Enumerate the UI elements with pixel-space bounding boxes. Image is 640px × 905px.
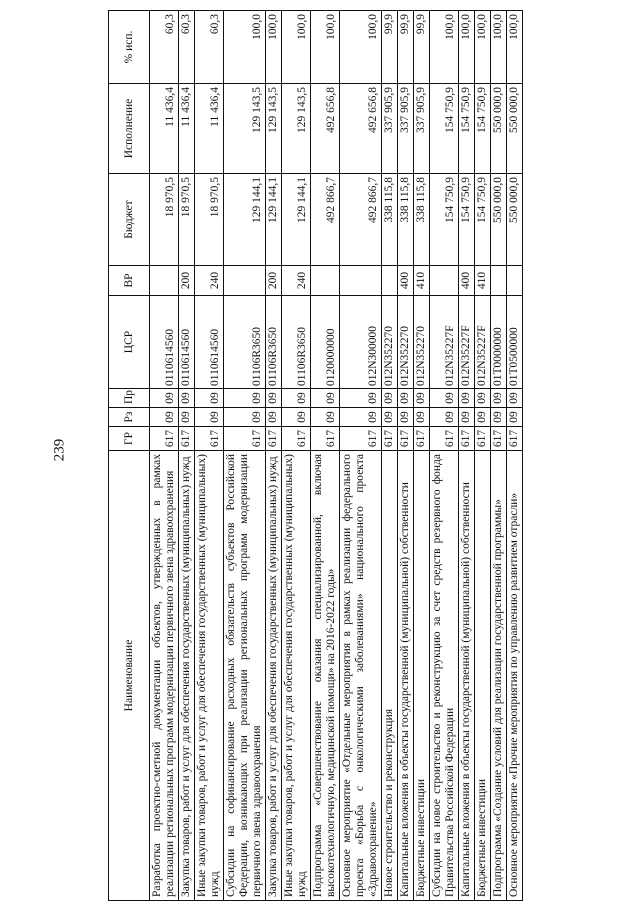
table-row bbox=[266, 11, 282, 901]
cell-csr: 012N352270 bbox=[398, 296, 414, 389]
cell-csr: 012N300000 bbox=[340, 296, 382, 389]
cell-rz: 09 bbox=[414, 408, 430, 427]
table-row bbox=[414, 11, 430, 901]
cell-name: Новое строительство и реконструкция bbox=[382, 451, 398, 901]
cell-name: Иные закупки товаров, работ и услуг для обеспечения государственных (муниципальных) нужд bbox=[282, 451, 311, 901]
cell-pr: 09 bbox=[414, 389, 430, 408]
cell-vr bbox=[507, 266, 523, 296]
cell-budget: 338 115,8 bbox=[382, 174, 398, 266]
cell-vr: 240 bbox=[195, 266, 224, 296]
cell-percent: 99,9 bbox=[398, 11, 414, 84]
table-row bbox=[382, 11, 398, 901]
cell-vr: 400 bbox=[398, 266, 414, 296]
cell-name: Основное мероприятие «Прочие мероприятия по управлению развитием отрасли» bbox=[507, 451, 523, 901]
header-gr: ГР bbox=[109, 427, 150, 451]
cell-rz: 09 bbox=[382, 408, 398, 427]
cell-gr: 617 bbox=[195, 427, 224, 451]
cell-execution: 492 656,8 bbox=[340, 84, 382, 174]
cell-pr: 09 bbox=[507, 389, 523, 408]
cell-budget: 129 144,1 bbox=[282, 174, 311, 266]
cell-pr: 09 bbox=[475, 389, 491, 408]
cell-gr: 617 bbox=[459, 427, 475, 451]
cell-execution: 337 905,9 bbox=[382, 84, 398, 174]
cell-csr: 01106R3650 bbox=[224, 296, 266, 389]
cell-percent: 100,0 bbox=[224, 11, 266, 84]
cell-rz: 09 bbox=[459, 408, 475, 427]
table-body bbox=[150, 11, 523, 901]
cell-percent: 99,9 bbox=[414, 11, 430, 84]
table-row bbox=[491, 11, 507, 901]
cell-vr bbox=[224, 266, 266, 296]
cell-gr: 617 bbox=[475, 427, 491, 451]
cell-percent: 100,0 bbox=[491, 11, 507, 84]
table-row bbox=[340, 11, 382, 901]
cell-vr bbox=[491, 266, 507, 296]
cell-rz: 09 bbox=[266, 408, 282, 427]
cell-name: Закупка товаров, работ и услуг для обеспечения государственных (муниципальных) нужд bbox=[266, 451, 282, 901]
cell-gr: 617 bbox=[224, 427, 266, 451]
table-row bbox=[459, 11, 475, 901]
cell-vr: 410 bbox=[414, 266, 430, 296]
cell-pr: 09 bbox=[382, 389, 398, 408]
cell-name: Подпрограмма «Совершенствование оказания специализированной, включая высокотехнологичную, медицинской помощи» на 2016-2022 годы» bbox=[311, 451, 340, 901]
cell-budget: 550 000,0 bbox=[507, 174, 523, 266]
header-budget: Бюджет bbox=[109, 174, 150, 266]
cell-vr: 400 bbox=[459, 266, 475, 296]
cell-gr: 617 bbox=[507, 427, 523, 451]
cell-execution: 11 436,4 bbox=[179, 84, 195, 174]
cell-vr: 410 bbox=[475, 266, 491, 296]
cell-percent: 100,0 bbox=[430, 11, 459, 84]
cell-budget: 18 970,5 bbox=[195, 174, 224, 266]
cell-csr: 012N35227F bbox=[459, 296, 475, 389]
cell-name: Бюджетные инвестиции bbox=[414, 451, 430, 901]
cell-pr: 09 bbox=[179, 389, 195, 408]
cell-percent: 100,0 bbox=[459, 11, 475, 84]
cell-csr: 0110614560 bbox=[179, 296, 195, 389]
cell-csr: 012N352270 bbox=[382, 296, 398, 389]
cell-execution: 154 750,9 bbox=[459, 84, 475, 174]
cell-rz: 09 bbox=[150, 408, 179, 427]
cell-csr: 01Т0500000 bbox=[507, 296, 523, 389]
table-row bbox=[195, 11, 224, 901]
header-execution: Исполнение bbox=[109, 84, 150, 174]
page-number: 239 bbox=[51, 438, 68, 462]
cell-vr: 200 bbox=[266, 266, 282, 296]
cell-execution: 129 143,5 bbox=[282, 84, 311, 174]
cell-budget: 18 970,5 bbox=[150, 174, 179, 266]
cell-budget: 338 115,8 bbox=[398, 174, 414, 266]
budget-table bbox=[108, 10, 523, 901]
header-name: Наименование bbox=[109, 451, 150, 901]
table-row bbox=[224, 11, 266, 901]
cell-percent: 60,3 bbox=[150, 11, 179, 84]
cell-execution: 11 436,4 bbox=[195, 84, 224, 174]
cell-pr: 09 bbox=[340, 389, 382, 408]
cell-execution: 337 905,9 bbox=[414, 84, 430, 174]
cell-budget: 154 750,9 bbox=[459, 174, 475, 266]
cell-vr: 240 bbox=[282, 266, 311, 296]
cell-rz: 09 bbox=[282, 408, 311, 427]
cell-percent: 100,0 bbox=[311, 11, 340, 84]
cell-gr: 617 bbox=[430, 427, 459, 451]
cell-execution: 337 905,9 bbox=[398, 84, 414, 174]
cell-vr bbox=[382, 266, 398, 296]
cell-csr: 01106R3650 bbox=[282, 296, 311, 389]
cell-rz: 09 bbox=[195, 408, 224, 427]
cell-budget: 154 750,9 bbox=[475, 174, 491, 266]
cell-name: Разработка проектно-сметной документации объектов, утвержденных в рамках реализации региональных программ модернизации первичного звена здравоохранения bbox=[150, 451, 179, 901]
cell-rz: 09 bbox=[398, 408, 414, 427]
table-row bbox=[282, 11, 311, 901]
table-row bbox=[475, 11, 491, 901]
cell-gr: 617 bbox=[382, 427, 398, 451]
cell-rz: 09 bbox=[430, 408, 459, 427]
table-row bbox=[311, 11, 340, 901]
cell-rz: 09 bbox=[179, 408, 195, 427]
cell-execution: 129 143,5 bbox=[266, 84, 282, 174]
cell-execution: 154 750,9 bbox=[430, 84, 459, 174]
cell-csr: 0110614560 bbox=[195, 296, 224, 389]
cell-name: Иные закупки товаров, работ и услуг для обеспечения государственных (муниципальных) нужд bbox=[195, 451, 224, 901]
cell-pr: 09 bbox=[224, 389, 266, 408]
cell-budget: 338 115,8 bbox=[414, 174, 430, 266]
cell-csr: 01106R3650 bbox=[266, 296, 282, 389]
cell-gr: 617 bbox=[179, 427, 195, 451]
header-vr: ВР bbox=[109, 266, 150, 296]
cell-percent: 99,9 bbox=[382, 11, 398, 84]
cell-vr bbox=[430, 266, 459, 296]
cell-budget: 492 866,7 bbox=[311, 174, 340, 266]
cell-pr: 09 bbox=[311, 389, 340, 408]
cell-name: Субсидии на софинансирование расходных обязательств субъектов Российской Федерации, возникающих при реализации региональных программ модернизации первичного звена здравоохранения bbox=[224, 451, 266, 901]
cell-csr: 012N35227F bbox=[475, 296, 491, 389]
cell-rz: 09 bbox=[475, 408, 491, 427]
cell-csr: 01Т0000000 bbox=[491, 296, 507, 389]
cell-pr: 09 bbox=[150, 389, 179, 408]
table-row bbox=[398, 11, 414, 901]
header-csr: ЦСР bbox=[109, 296, 150, 389]
cell-budget: 550 000,0 bbox=[491, 174, 507, 266]
cell-vr bbox=[340, 266, 382, 296]
cell-percent: 60,3 bbox=[179, 11, 195, 84]
cell-execution: 11 436,4 bbox=[150, 84, 179, 174]
cell-pr: 09 bbox=[491, 389, 507, 408]
cell-rz: 09 bbox=[507, 408, 523, 427]
cell-name: Капитальные вложения в объекты государственной (муниципальной) собственности bbox=[459, 451, 475, 901]
cell-name: Субсидии на новое строительство и реконструкцию за счет средств резервного фонда Правительства Российской Федерации bbox=[430, 451, 459, 901]
table-row bbox=[179, 11, 195, 901]
cell-name: Основное мероприятие «Отдельные мероприятия в рамках реализации федерального проекта «Борьба с онкологическими заболеваниями» национального проекта «Здравоохранение» bbox=[340, 451, 382, 901]
cell-pr: 09 bbox=[266, 389, 282, 408]
cell-percent: 100,0 bbox=[507, 11, 523, 84]
cell-vr bbox=[150, 266, 179, 296]
cell-vr bbox=[311, 266, 340, 296]
cell-pr: 09 bbox=[398, 389, 414, 408]
cell-gr: 617 bbox=[150, 427, 179, 451]
cell-gr: 617 bbox=[311, 427, 340, 451]
cell-rz: 09 bbox=[340, 408, 382, 427]
cell-csr: 012N352270 bbox=[414, 296, 430, 389]
cell-name: Бюджетные инвестиции bbox=[475, 451, 491, 901]
cell-budget: 129 144,1 bbox=[266, 174, 282, 266]
cell-gr: 617 bbox=[340, 427, 382, 451]
cell-csr: 0120000000 bbox=[311, 296, 340, 389]
cell-rz: 09 bbox=[224, 408, 266, 427]
cell-gr: 617 bbox=[414, 427, 430, 451]
cell-budget: 18 970,5 bbox=[179, 174, 195, 266]
table-row bbox=[430, 11, 459, 901]
header-pr: Пр bbox=[109, 389, 150, 408]
cell-execution: 154 750,9 bbox=[475, 84, 491, 174]
cell-budget: 492 866,7 bbox=[340, 174, 382, 266]
cell-percent: 100,0 bbox=[266, 11, 282, 84]
budget-table-wrapper bbox=[108, 11, 523, 901]
cell-pr: 09 bbox=[459, 389, 475, 408]
cell-percent: 100,0 bbox=[340, 11, 382, 84]
cell-name: Закупка товаров, работ и услуг для обеспечения государственных (муниципальных) нужд bbox=[179, 451, 195, 901]
cell-vr: 200 bbox=[179, 266, 195, 296]
cell-percent: 60,3 bbox=[195, 11, 224, 84]
cell-gr: 617 bbox=[266, 427, 282, 451]
cell-gr: 617 bbox=[398, 427, 414, 451]
header-rz: Рз bbox=[109, 408, 150, 427]
table-header-row bbox=[109, 11, 150, 901]
table-row bbox=[150, 11, 179, 901]
table-row bbox=[507, 11, 523, 901]
cell-gr: 617 bbox=[282, 427, 311, 451]
cell-csr: 0110614560 bbox=[150, 296, 179, 389]
cell-pr: 09 bbox=[195, 389, 224, 408]
cell-csr: 012N35227F bbox=[430, 296, 459, 389]
cell-pr: 09 bbox=[430, 389, 459, 408]
cell-execution: 492 656,8 bbox=[311, 84, 340, 174]
cell-percent: 100,0 bbox=[282, 11, 311, 84]
cell-name: Капитальные вложения в объекты государственной (муниципальной) собственности bbox=[398, 451, 414, 901]
rotated-page-content bbox=[70, 0, 640, 905]
header-percent: % исп. bbox=[109, 11, 150, 84]
cell-pr: 09 bbox=[282, 389, 311, 408]
cell-execution: 550 000,0 bbox=[491, 84, 507, 174]
cell-rz: 09 bbox=[491, 408, 507, 427]
cell-gr: 617 bbox=[491, 427, 507, 451]
cell-execution: 129 143,5 bbox=[224, 84, 266, 174]
cell-budget: 129 144,1 bbox=[224, 174, 266, 266]
cell-name: Подпрограмма «Создание условий для реализации государственной программы» bbox=[491, 451, 507, 901]
cell-percent: 100,0 bbox=[475, 11, 491, 84]
cell-execution: 550 000,0 bbox=[507, 84, 523, 174]
cell-budget: 154 750,9 bbox=[430, 174, 459, 266]
cell-rz: 09 bbox=[311, 408, 340, 427]
